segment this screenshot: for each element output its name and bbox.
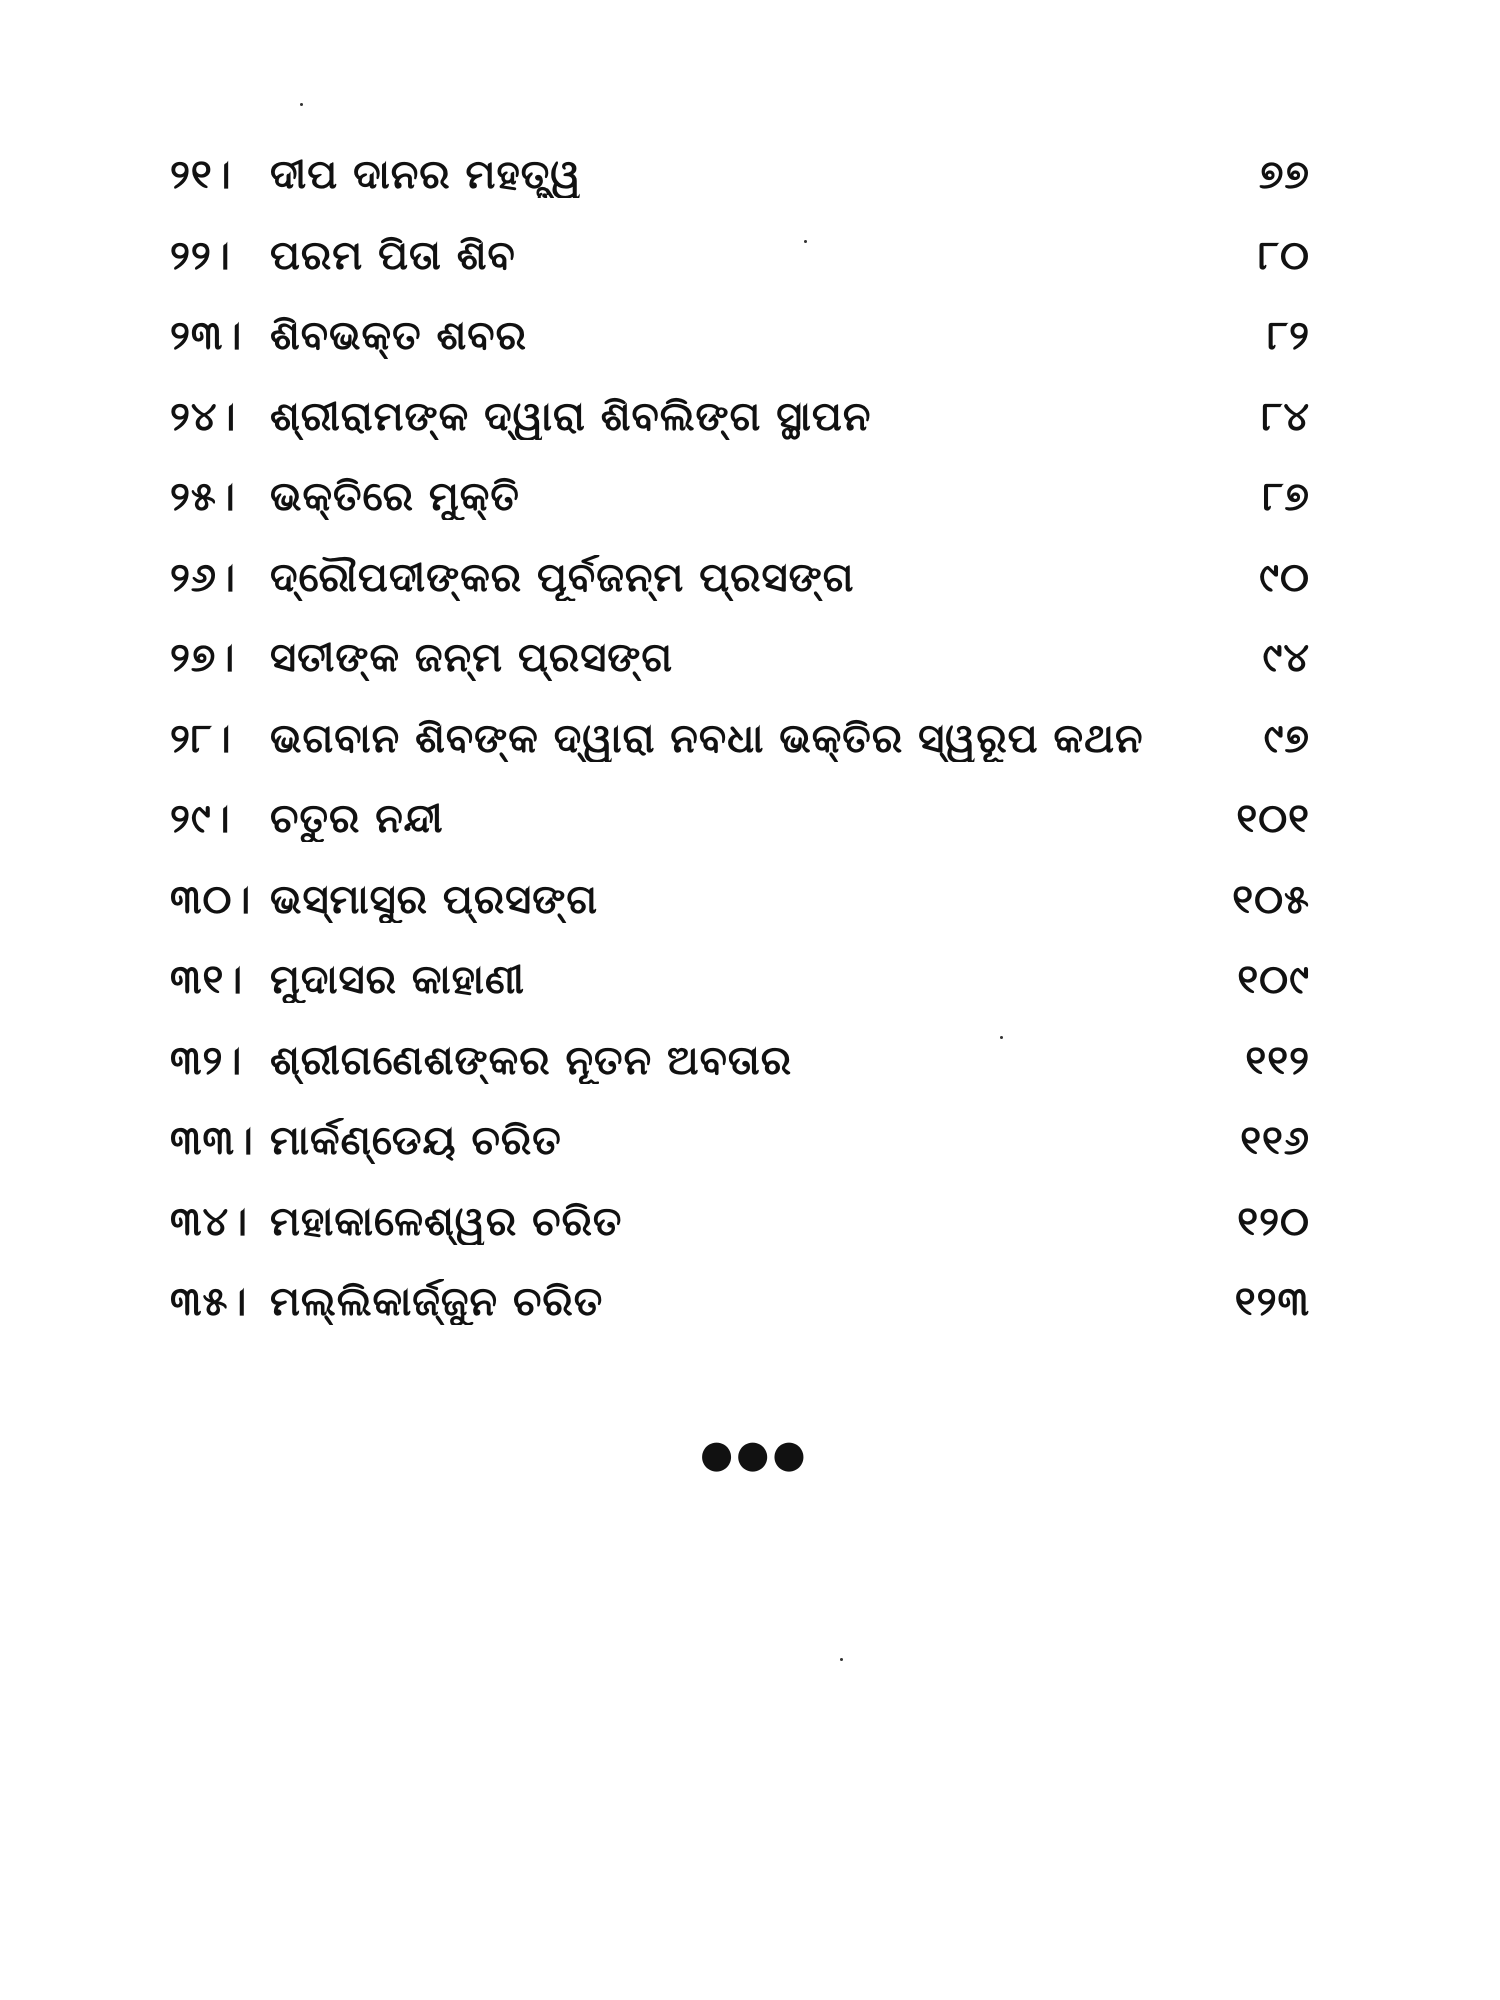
entry-title: ପରମ ପିତା ଶିବ xyxy=(270,232,516,279)
entry-title: ଶ୍ରୀରାମଙ୍କ ଦ୍ୱାରା ଶିବଲିଙ୍ଗ ସ୍ଥାପନ xyxy=(270,393,872,440)
entry-title: ସତୀଙ୍କ ଜନ୍ମ ପ୍ରସଙ୍ଗ xyxy=(270,635,674,682)
entry-title: ଦୀପ ଦାନର ମହତ୍ତ୍ୱ xyxy=(270,152,582,199)
entry-page-number: ୯୭ xyxy=(1263,715,1310,762)
toc-entry xyxy=(170,699,1310,780)
entry-number: ୨୪। xyxy=(170,393,237,440)
entry-page-number: ୮୭ xyxy=(1262,474,1310,521)
entry-page-number: ୮୪ xyxy=(1261,393,1310,440)
entry-number: ୨୬। xyxy=(170,554,237,601)
toc-entry xyxy=(170,779,1310,860)
entry-number: ୨୮। xyxy=(170,715,232,762)
entry-page-number: ୧୦୧ xyxy=(1236,796,1310,843)
entry-title: ମୁଦାସର କାହାଣୀ xyxy=(270,957,525,1004)
table-of-contents xyxy=(170,135,1310,1343)
toc-entry xyxy=(170,1182,1310,1263)
toc-entry xyxy=(170,940,1310,1021)
entry-page-number: ୮୨ xyxy=(1267,313,1310,360)
toc-entry xyxy=(170,1262,1310,1343)
entry-title: ଦ୍ରୌପଦୀଙ୍କର ପୂର୍ବଜନ୍ମ ପ୍ରସଙ୍ଗ xyxy=(270,554,855,601)
toc-entry xyxy=(170,216,1310,297)
entry-title: ଭକ୍ତିରେ ମୁକ୍ତି xyxy=(270,474,520,521)
entry-number: ୨୧। xyxy=(170,152,232,199)
entry-page-number: ୧୦୫ xyxy=(1232,876,1310,923)
entry-title: ଶ୍ରୀଗଣେଶଙ୍କର ନୂତନ ଅବତାର xyxy=(270,1037,793,1084)
entry-title: ଭଗବାନ ଶିବଙ୍କ ଦ୍ୱାରା ନବଧା ଭକ୍ତିର ସ୍ୱରୂପ କଥନ xyxy=(270,715,1144,762)
scan-speck xyxy=(1000,1036,1003,1039)
entry-number: ୩୨। xyxy=(170,1037,243,1084)
entry-title: ଶିବଭକ୍ତ ଶବର xyxy=(270,313,527,360)
entry-page-number: ୧୧୬ xyxy=(1240,1118,1310,1165)
entry-title: ଚତୁର ନନ୍ଦୀ xyxy=(270,796,444,843)
entry-number: ୩୫। xyxy=(170,1279,248,1326)
toc-entry xyxy=(170,860,1310,941)
entry-number: ୨୨। xyxy=(170,232,231,279)
toc-entry xyxy=(170,1021,1310,1102)
entry-page-number: ୧୨୩ xyxy=(1234,1279,1310,1326)
scan-speck xyxy=(840,1658,843,1661)
entry-title: ମହାକାଳେଶ୍ୱର ଚରିତ xyxy=(270,1198,623,1245)
entry-page-number: ୧୦୯ xyxy=(1237,957,1310,1004)
entry-number: ୩୦। xyxy=(170,876,252,923)
entry-number: ୩୩। xyxy=(170,1118,254,1165)
entry-number: ୨୯। xyxy=(170,796,231,843)
entry-number: ୩୪। xyxy=(170,1198,249,1245)
toc-entry xyxy=(170,538,1310,619)
entry-number: ୨୩। xyxy=(170,313,243,360)
toc-entry xyxy=(170,135,1310,216)
entry-page-number: ୧୧୨ xyxy=(1245,1037,1310,1084)
entry-page-number: ୯୦ xyxy=(1259,554,1310,601)
toc-entry xyxy=(170,1101,1310,1182)
entry-page-number: ୭୭ xyxy=(1259,152,1310,199)
entry-number: ୨୫। xyxy=(170,474,236,521)
entry-title: ମାର୍କଣ୍ଡେୟ ଚରିତ xyxy=(270,1118,562,1165)
end-ornament: ●●● xyxy=(700,1432,809,1476)
scan-speck xyxy=(300,103,303,106)
entry-number: ୨୭। xyxy=(170,635,236,682)
toc-entry xyxy=(170,377,1310,458)
entry-title: ମଲ୍ଲିକାର୍ଜ୍ଜୁନ ଚରିତ xyxy=(270,1279,604,1326)
toc-entry xyxy=(170,618,1310,699)
toc-entry xyxy=(170,457,1310,538)
entry-title: ଭସ୍ମାସୁର ପ୍ରସଙ୍ଗ xyxy=(270,876,599,923)
entry-page-number: ୧୨୦ xyxy=(1237,1198,1310,1245)
scan-speck xyxy=(804,240,807,243)
entry-page-number: ୯୪ xyxy=(1262,635,1310,682)
toc-entry xyxy=(170,296,1310,377)
entry-page-number: ୮୦ xyxy=(1258,232,1310,279)
entry-number: ୩୧। xyxy=(170,957,244,1004)
